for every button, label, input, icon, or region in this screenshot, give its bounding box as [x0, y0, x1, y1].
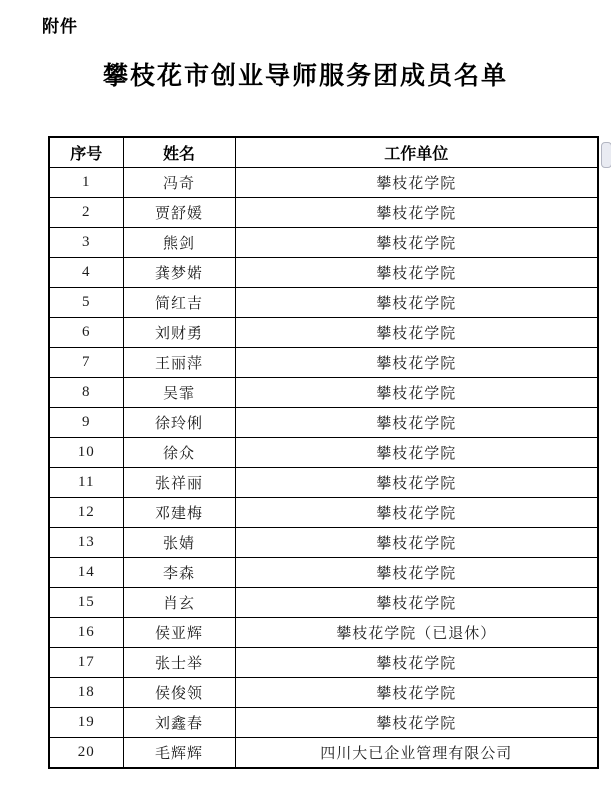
cell-name: 张祥丽 [123, 468, 235, 498]
cell-unit: 攀枝花学院 [235, 708, 598, 738]
cell-no: 9 [49, 408, 123, 438]
table-row [49, 528, 598, 558]
cell-unit: 攀枝花学院 [235, 288, 598, 318]
cell-no: 5 [49, 288, 123, 318]
table-row [49, 588, 598, 618]
cell-name: 王丽萍 [123, 348, 235, 378]
cell-name: 肖玄 [123, 588, 235, 618]
cell-unit: 攀枝花学院 [235, 498, 598, 528]
cell-no: 14 [49, 558, 123, 588]
scrollbar-thumb[interactable] [601, 142, 611, 168]
table-row [49, 228, 598, 258]
table-row [49, 318, 598, 348]
header-cell-no: 序号 [49, 137, 123, 168]
cell-unit: 攀枝花学院 [235, 378, 598, 408]
cell-name: 冯奇 [123, 168, 235, 198]
cell-name: 贾舒媛 [123, 198, 235, 228]
cell-name: 刘财勇 [123, 318, 235, 348]
cell-no: 7 [49, 348, 123, 378]
table-row [49, 438, 598, 468]
table-row [49, 378, 598, 408]
cell-unit: 攀枝花学院 [235, 648, 598, 678]
cell-no: 16 [49, 618, 123, 648]
cell-name: 龚梦婼 [123, 258, 235, 288]
cell-no: 3 [49, 228, 123, 258]
table-row [49, 558, 598, 588]
cell-no: 19 [49, 708, 123, 738]
cell-unit: 攀枝花学院 [235, 228, 598, 258]
table-row [49, 648, 598, 678]
cell-name: 刘鑫春 [123, 708, 235, 738]
cell-no: 15 [49, 588, 123, 618]
member-table-body [49, 168, 598, 769]
cell-name: 徐玲俐 [123, 408, 235, 438]
cell-name: 侯亚辉 [123, 618, 235, 648]
cell-unit: 攀枝花学院 [235, 348, 598, 378]
cell-unit: 攀枝花学院 [235, 678, 598, 708]
cell-unit: 攀枝花学院 [235, 408, 598, 438]
cell-no: 20 [49, 738, 123, 769]
header-row [49, 137, 598, 168]
cell-name: 徐众 [123, 438, 235, 468]
page-title: 攀枝花市创业导师服务团成员名单 [102, 62, 508, 90]
cell-name: 李森 [123, 558, 235, 588]
cell-name: 毛辉辉 [123, 738, 235, 769]
table-row [49, 408, 598, 438]
cell-name: 简红吉 [123, 288, 235, 318]
cell-unit: 攀枝花学院 [235, 528, 598, 558]
table-row [49, 498, 598, 528]
cell-no: 6 [49, 318, 123, 348]
header-cell-name: 姓名 [123, 137, 235, 168]
cell-unit: 攀枝花学院 [235, 468, 598, 498]
cell-name: 邓建梅 [123, 498, 235, 528]
attachment-label: 附件 [42, 17, 78, 36]
cell-no: 18 [49, 678, 123, 708]
member-table [48, 136, 599, 769]
member-table-header [49, 137, 598, 168]
cell-no: 12 [49, 498, 123, 528]
cell-name: 侯俊领 [123, 678, 235, 708]
cell-unit: 攀枝花学院 [235, 318, 598, 348]
cell-no: 13 [49, 528, 123, 558]
table-row [49, 258, 598, 288]
cell-unit: 攀枝花学院 [235, 588, 598, 618]
table-row [49, 738, 598, 769]
cell-name: 张士举 [123, 648, 235, 678]
cell-name: 熊剑 [123, 228, 235, 258]
table-row [49, 348, 598, 378]
table-row [49, 468, 598, 498]
cell-no: 1 [49, 168, 123, 198]
cell-unit: 攀枝花学院 [235, 258, 598, 288]
table-row [49, 678, 598, 708]
table-row [49, 618, 598, 648]
cell-unit: 四川大已企业管理有限公司 [235, 738, 598, 769]
cell-no: 4 [49, 258, 123, 288]
table-row [49, 198, 598, 228]
cell-unit: 攀枝花学院 [235, 558, 598, 588]
table-row [49, 288, 598, 318]
table-row [49, 168, 598, 198]
cell-unit: 攀枝花学院 [235, 168, 598, 198]
cell-no: 10 [49, 438, 123, 468]
cell-no: 11 [49, 468, 123, 498]
cell-no: 2 [49, 198, 123, 228]
cell-unit: 攀枝花学院（已退休） [235, 618, 598, 648]
cell-no: 8 [49, 378, 123, 408]
cell-name: 张婧 [123, 528, 235, 558]
cell-unit: 攀枝花学院 [235, 438, 598, 468]
cell-no: 17 [49, 648, 123, 678]
cell-unit: 攀枝花学院 [235, 198, 598, 228]
cell-name: 吴霏 [123, 378, 235, 408]
header-cell-unit: 工作单位 [235, 137, 598, 168]
table-row [49, 708, 598, 738]
